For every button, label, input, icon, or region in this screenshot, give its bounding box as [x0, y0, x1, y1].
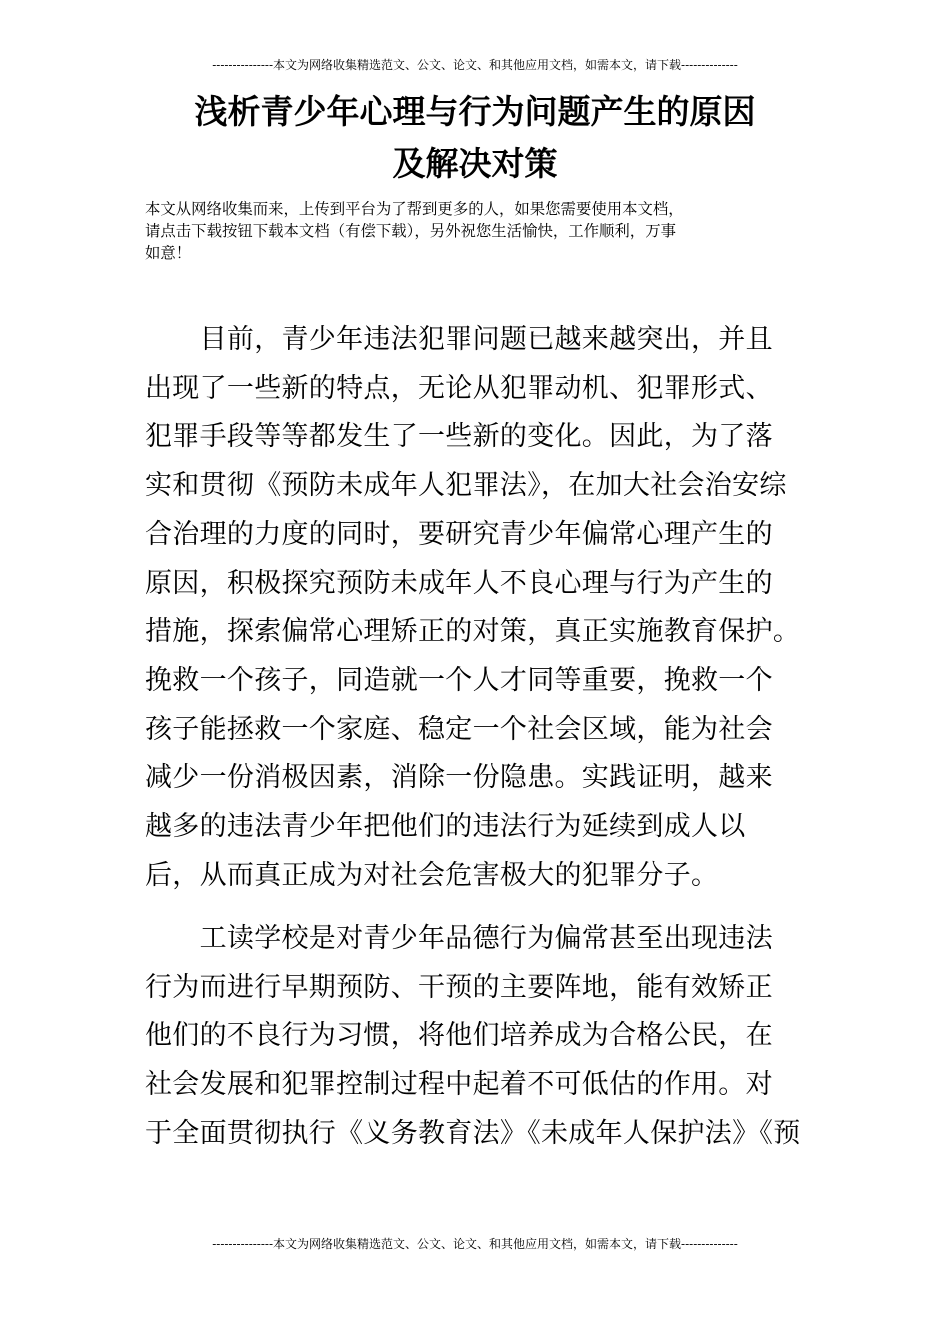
text-line: 减少一份消极因素，消除一份隐患。实践证明，越来 [145, 762, 773, 794]
text-line: 出现了一些新的特点，无论从犯罪动机、犯罪形式、 [145, 372, 773, 404]
text-line: 行为而进行早期预防、干预的主要阵地，能有效矫正 [145, 971, 773, 1003]
text-line: 挽救一个孩子，同造就一个人才同等重要，挽救一个 [145, 664, 773, 696]
document-title-line-1: 浅析青少年心理与行为问题产生的原因 [194, 92, 756, 131]
text-line: 原因，积极探究预防未成年人不良心理与行为产生的 [145, 567, 773, 599]
text-line: 社会发展和犯罪控制过程中起着不可低估的作用。对 [145, 1069, 773, 1101]
intro-line: 如意！ [145, 244, 192, 262]
text-line: 措施，探索偏常心理矫正的对策，真正实施教育保护。 [145, 616, 801, 648]
text-line: 他们的不良行为习惯，将他们培养成为合格公民，在 [145, 1020, 773, 1052]
paragraph-2 [145, 915, 810, 1159]
intro-line: 请点击下载按钮下载本文档（有偿下载），另外祝您生活愉快，工作顺利，万事 [145, 222, 676, 240]
text-line: 后，从而真正成为对社会危害极大的犯罪分子。 [145, 859, 719, 891]
text-line: 合治理的力度的同时，要研究青少年偏常心理产生的 [145, 518, 773, 550]
text-line: 目前，青少年违法犯罪问题已越来越突出，并且 [145, 324, 773, 355]
document-title-line-2: 及解决对策 [392, 144, 558, 183]
paragraph-1 [145, 316, 810, 900]
text-line: 越多的违法青少年把他们的违法行为延续到成人以 [145, 811, 746, 843]
text-line: 工读学校是对青少年品德行为偏常甚至出现违法 [145, 923, 773, 954]
text-line: 实和贯彻《预防未成年人犯罪法》，在加大社会治安综 [145, 470, 787, 502]
text-line: 于全面贯彻执行《义务教育法》《未成年人保护法》《预 [145, 1117, 801, 1149]
intro-notice [145, 198, 807, 264]
page-footer-notice: ---------------本文为网络收集精选范文、公文、论文、和其他应用文档，如需本文，请下载-------------- [212, 1237, 738, 1251]
text-line: 孩子能拯救一个家庭、稳定一个社会区域，能为社会 [145, 713, 773, 745]
intro-line: 本文从网络收集而来，上传到平台为了帮到更多的人，如果您需要使用本文档， [145, 200, 684, 218]
text-line: 犯罪手段等等都发生了一些新的变化。因此，为了落 [145, 421, 773, 453]
page-header-notice: ---------------本文为网络收集精选范文、公文、论文、和其他应用文档，如需本文，请下载-------------- [212, 58, 738, 72]
